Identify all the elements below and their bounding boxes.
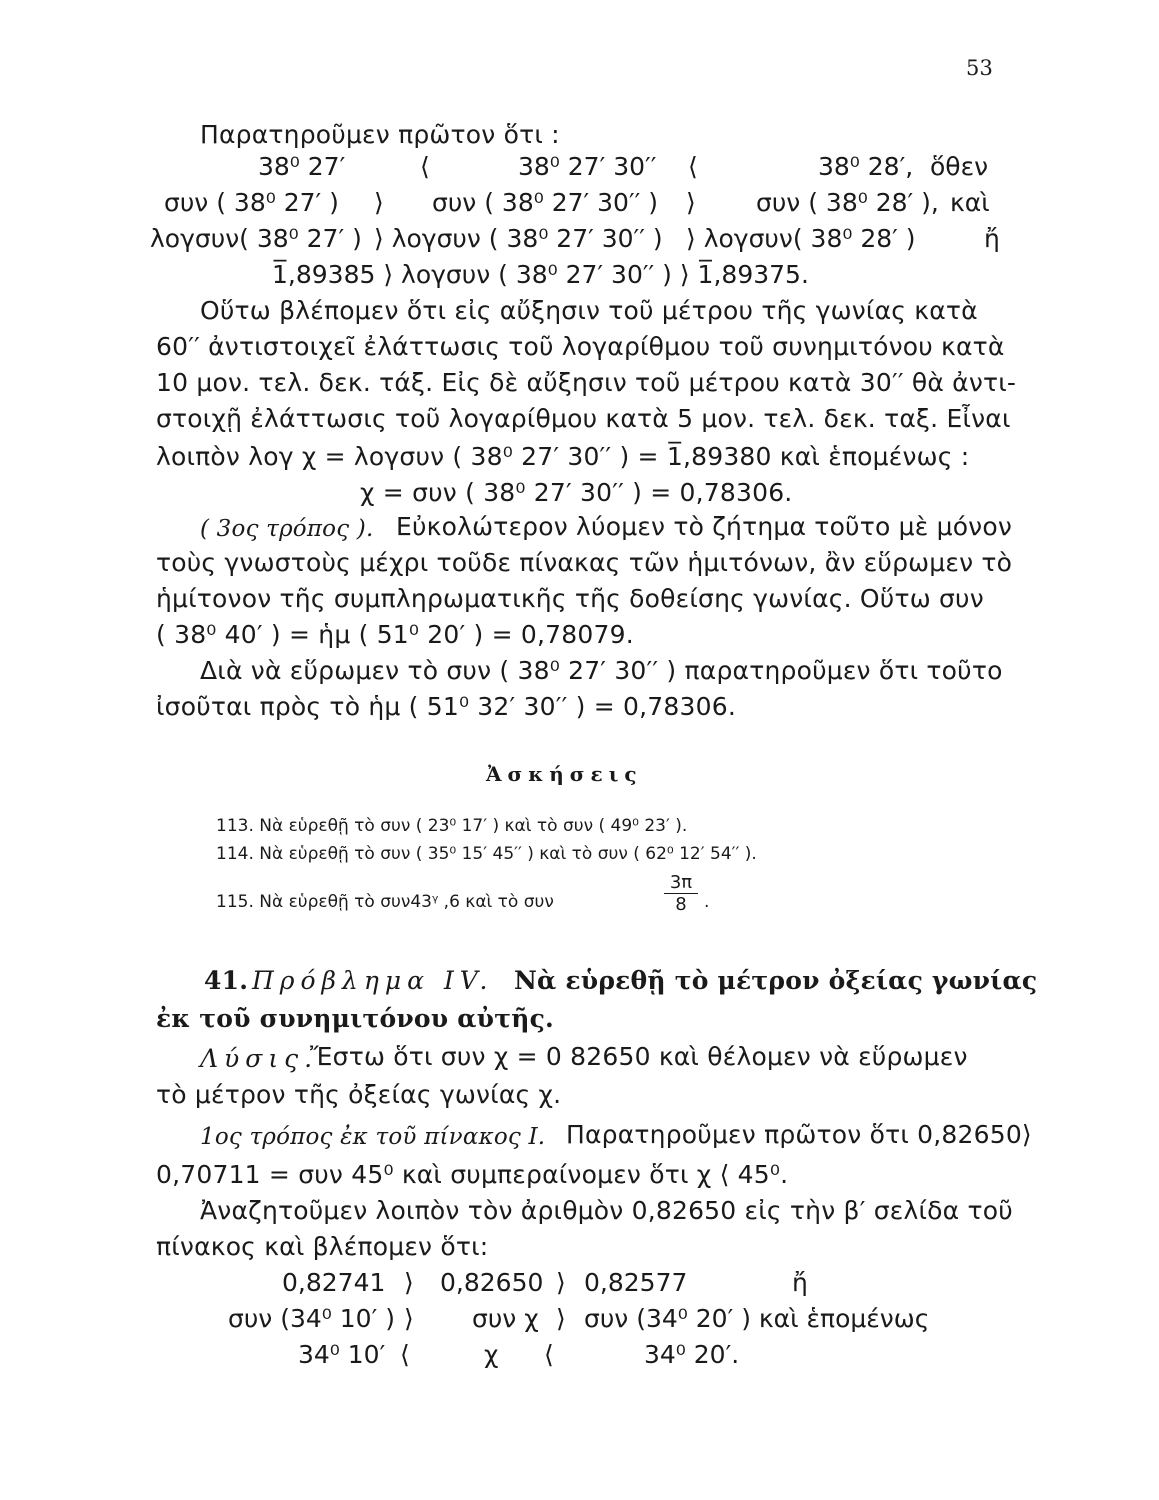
trow1-c6: ἤ [792,1268,808,1297]
row1-c4: ⟨ [688,152,698,181]
trow2-c2: ⟩ [404,1304,414,1333]
trow3-c4: ⟨ [544,1340,554,1369]
method1-line4: πίνακος καὶ βλέπομεν ὅτι: [156,1232,489,1261]
exercises-heading: Ἀσκήσεις [486,762,643,786]
row4: 1̅,89385 ⟩ λογσυν ( 38⁰ 27′ 30′′ ) ⟩ 1̅,89375. [272,260,809,289]
block2-line2: τοὺς γνωστοὺς μέχρι τοῦδε πίνακας τῶν ἡμιτόνων, ἂν εὕρωμεν τὸ [156,548,1013,577]
row2-c4: ⟩ [686,188,696,217]
row3-c4: ἤ [984,224,1000,253]
method1-line1: Παρατηροῦμεν πρῶτον ὅτι 0,82650⟩ [566,1120,1032,1149]
trow1-c4: ⟩ [556,1268,566,1297]
method1-label: 1ος τρόπος ἐκ τοῦ πίνακος Ι. [200,1124,546,1150]
problem-number: 41. [204,966,249,995]
row3-c2: ⟩ λογσυν ( 38⁰ 27′ 30′′ ) [374,224,663,253]
trow2-c5: συν (34⁰ 20′ ) καὶ ἑπομένως [584,1304,930,1333]
exercise-114: 114. Νὰ εὑρεθῇ τὸ συν ( 35⁰ 15′ 45′′ ) καὶ τὸ συν ( 62⁰ 12′ 54′′ ). [216,844,757,864]
exercise-115: 115. Νὰ εὑρεθῇ τὸ συν43ᵞ ,6 καὶ τὸ συν [216,892,554,912]
trow2-c3: συν χ [472,1304,539,1333]
trow1-c3: 0,82650 [440,1268,544,1297]
result-line: χ = συν ( 38⁰ 27′ 30′′ ) = 0,78306. [360,478,793,507]
para1-line3: 10 μον. τελ. δεκ. τάξ. Εἰς δὲ αὔξησιν τοῦ μέτρου κατὰ 30′′ θὰ ἀντι- [156,368,1017,397]
trow1-c1: 0,82741 [282,1268,386,1297]
row3-c1: λογσυν( 38⁰ 27′ ) [150,224,362,253]
row2-c5: συν ( 38⁰ 28′ ), [756,188,939,217]
row1-c5: 38⁰ 28′, [818,152,914,181]
block2-line5: Διὰ νὰ εὕρωμεν τὸ συν ( 38⁰ 27′ 30′′ ) παρατηροῦμεν ὅτι τοῦτο [200,656,1003,685]
trow3-c3: χ [484,1340,499,1369]
row3-c3: ⟩ λογσυν( 38⁰ 28′ ) [686,224,916,253]
problem-title-bold-2: ἐκ τοῦ συνημιτόνου αὐτῆς. [156,1004,554,1033]
method1-line3: Ἀναζητοῦμεν λοιπὸν τὸν ἀριθμὸν 0,82650 εἰς τὴν β′ σελίδα τοῦ [200,1196,1013,1225]
trow1-c5: 0,82577 [584,1268,688,1297]
intro-line: Παρατηροῦμεν πρῶτον ὅτι : [200,120,560,149]
method3-label: ( 3ος τρόπος ). [200,516,374,542]
block2-line4: ( 38⁰ 40′ ) = ἡμ ( 51⁰ 20′ ) = 0,78079. [156,620,634,649]
block2-line1: Εὐκολώτερον λύομεν τὸ ζήτημα τοῦτο μὲ μόνον [396,512,1013,541]
trow2-c1: συν (34⁰ 10′ ) [228,1304,395,1333]
fraction-numerator: 3π [664,872,698,894]
row2-c1: συν ( 38⁰ 27′ ) [164,188,339,217]
exercise-113: 113. Νὰ εὑρεθῇ τὸ συν ( 23⁰ 17′ ) καὶ τὸ συν ( 49⁰ 23′ ). [216,816,688,836]
solution-label: Λύσις. [200,1044,319,1073]
para1-line1: Οὕτω βλέπομεν ὅτι εἰς αὔξησιν τοῦ μέτρου τῆς γωνίας κατὰ [200,296,978,325]
para1-line2: 60′′ ἀντιστοιχεῖ ἐλάττωσις τοῦ λογαρίθμου τοῦ συνημιτόνου κατὰ [156,332,1005,361]
trow3-c5: 34⁰ 20′. [644,1340,740,1369]
row2-c3: συν ( 38⁰ 27′ 30′′ ) [432,188,659,217]
para1-line5: λοιπὸν λογ χ = λογσυν ( 38⁰ 27′ 30′′ ) = 1̅,89380 καὶ ἑπομένως : [156,442,970,471]
problem-title-bold-1: Νὰ εὑρεθῇ τὸ μέτρον ὀξείας γωνίας [514,966,1038,995]
trow2-c4: ⟩ [556,1304,566,1333]
trow3-c2: ⟨ [400,1340,410,1369]
solution-line1: Ἔστω ὅτι συν χ = 0 82650 καὶ θέλομεν νὰ εὕρωμεν [310,1042,968,1071]
row1-c6: ὅθεν [930,152,989,181]
fraction-3pi-over-8 [664,872,698,915]
method1-line2: 0,70711 = συν 45⁰ καὶ συμπεραίνομεν ὅτι χ ⟨ 45⁰. [156,1160,789,1189]
row1-c1: 38⁰ 27′ [258,152,346,181]
row1-c2: ⟨ [420,152,430,181]
row2-c2: ⟩ [374,188,384,217]
exercise-115-tail: . [704,892,710,912]
para1-line4: στοιχῇ ἐλάττωσις τοῦ λογαρίθμου κατὰ 5 μον. τελ. δεκ. ταξ. Εἶναι [156,404,1011,433]
problem-title-italic: Πρόβλημα IV. [252,966,494,995]
block2-line3: ἡμίτονον τῆς συμπληρωματικῆς τῆς δοθείσης γωνίας. Οὕτω συν [156,584,984,613]
row1-c3: 38⁰ 27′ 30′′ [518,152,657,181]
page-number: 53 [966,56,994,80]
trow1-c2: ⟩ [404,1268,414,1297]
solution-line2: τὸ μέτρον τῆς ὀξείας γωνίας χ. [156,1080,562,1109]
trow3-c1: 34⁰ 10′ [298,1340,386,1369]
block2-line6: ἰσοῦται πρὸς τὸ ἡμ ( 51⁰ 32′ 30′′ ) = 0,78306. [156,692,736,721]
row2-c6: καὶ [950,188,990,217]
fraction-denominator: 8 [675,894,687,915]
